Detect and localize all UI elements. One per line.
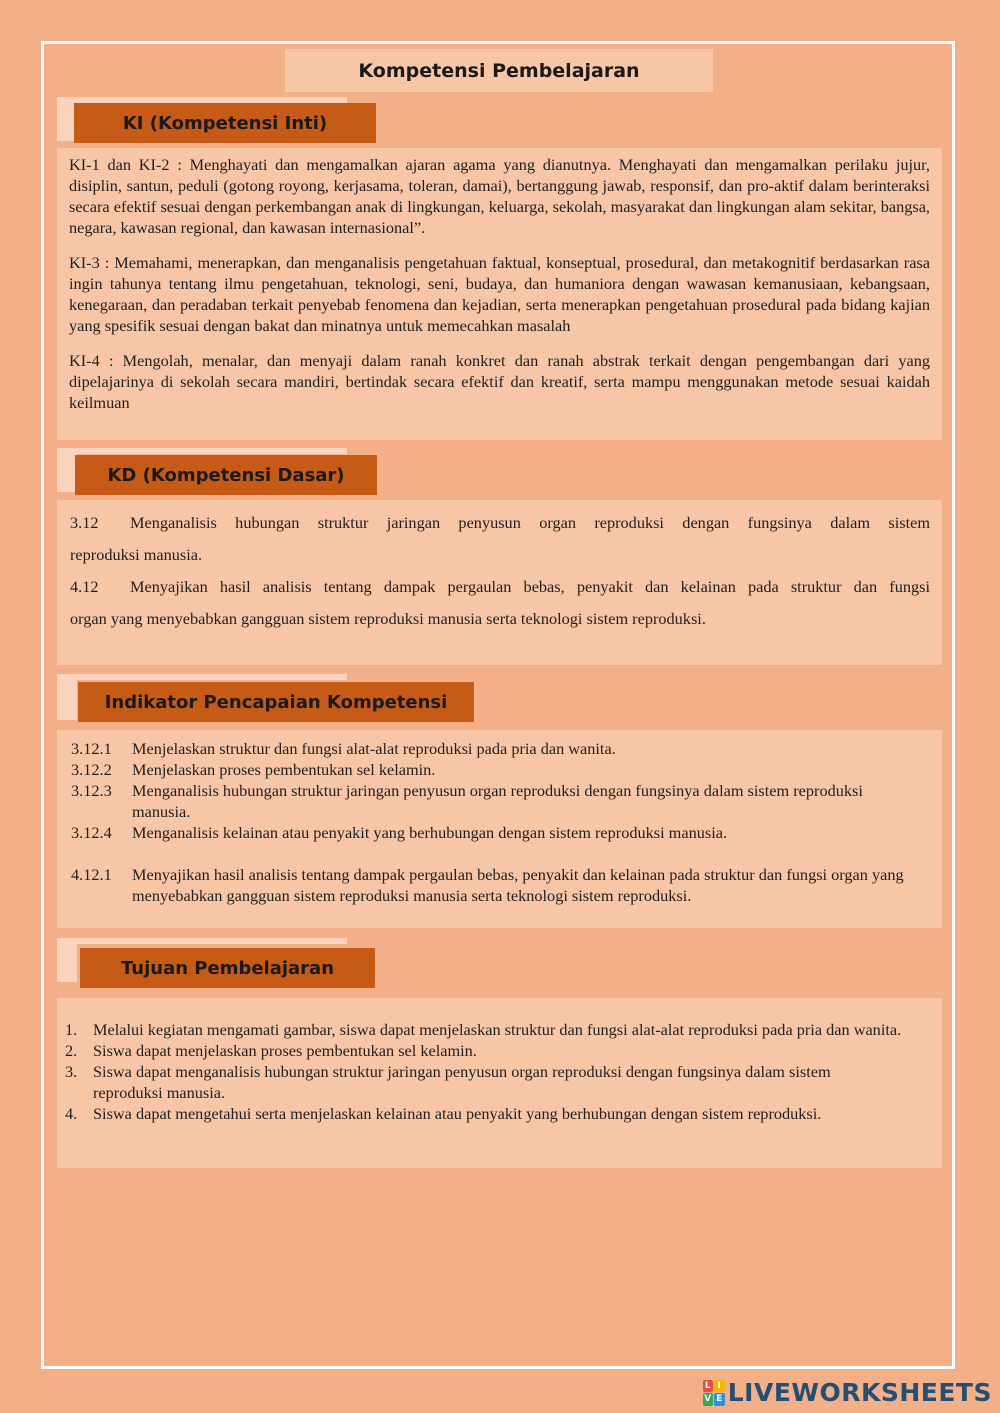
indikator-text: Menyajikan hasil analisis tentang dampak pergaulan bebas, penyakit dan kelainan pada struktur dan fungsi organ yang menyebabkan gangguan sistem reproduksi manusia serta teknologi sistem reproduksi. [132,865,904,905]
indikator-number: 3.12.1 [71,739,112,758]
kd-item-number: 3.12 [70,513,99,532]
tujuan-text: Siswa dapat menjelaskan proses pembentukan sel kelamin. [93,1041,477,1060]
tujuan-item [65,1040,922,1061]
indikator-text: Menganalisis kelainan atau penyakit yang berhubungan dengan sistem reproduksi manusia. [132,823,728,842]
kd-item [70,571,930,603]
tujuan-item [65,1061,922,1103]
ki-header: KI (Kompetensi Inti) [74,103,376,143]
kd-item [70,507,930,539]
indikator-item [71,759,922,780]
kd-box [57,500,942,665]
tujuan-number: 2. [65,1041,78,1060]
indikator-text: Menjelaskan struktur dan fungsi alat-alat reproduksi pada pria dan wanita. [132,739,616,758]
liveworksheets-logo-text: LIVEWORKSHEETS [727,1378,992,1407]
indikator-box [57,730,942,928]
tujuan-tab-left [57,938,77,982]
indikator-text: Menganalisis hubungan struktur jaringan penyusun organ reproduksi dengan fungsinya dalam sistem reproduksi manusia. [132,781,863,821]
indikator-header: Indikator Pencapaian Kompetensi [78,682,474,722]
indikator-text: Menjelaskan proses pembentukan sel kelamin. [132,760,436,779]
kd-item-cont: organ yang menyebabkan gangguan sistem reproduksi manusia serta teknologi sistem reproduksi. [70,609,706,628]
tujuan-number: 3. [65,1062,78,1081]
page-title: Kompetensi Pembelajaran [285,49,713,92]
liveworksheets-logo-icon: L I V E [704,1380,723,1404]
kd-item-text: Menganalisis hubungan struktur jaringan penyusun organ reproduksi dengan fungsinya dalam sistem [130,513,930,532]
tujuan-text: Melalui kegiatan mengamati gambar, siswa dapat menjelaskan struktur dan fungsi alat-alat reproduksi pada pria dan wanita. [93,1020,902,1039]
tujuan-box [57,998,942,1168]
liveworksheets-logo[interactable] [703,1378,992,1407]
ki-box [57,148,942,440]
tujuan-text: Siswa dapat menganalisis hubungan struktur jaringan penyusun organ reproduksi dengan fungsinya dalam sistem reproduksi manusia. [93,1062,831,1102]
indikator-number: 3.12.4 [71,823,112,842]
tujuan-item [65,1103,922,1124]
tujuan-tab-shadow [57,938,347,944]
indikator-item [71,864,922,906]
ki-paragraph-1: KI-1 dan KI-2 : Menghayati dan mengamalkan ajaran agama yang dianutnya. Menghayati dan mengamalkan perilaku jujur, disiplin, santun, peduli (gotong royong, kerjasama, toleran, damai), bertanggung jawab, responsif, dan pro-aktif dalam berinteraksi secara efektif sesuai dengan perkembangan anak di lingkungan, keluarga, sekolah, masyarakat dan lingkungan alam sekitar, bangsa, negara, kawasan regional, dan kawasan internasional”. [69,155,930,237]
indikator-number: 3.12.3 [71,781,112,800]
indikator-tab-shadow [57,674,347,680]
tujuan-number: 1. [65,1020,78,1039]
indikator-number: 3.12.2 [71,760,112,779]
indikator-item [71,738,922,759]
indikator-tab-left [57,674,77,720]
indikator-item [71,822,922,843]
ki-paragraph-3: KI-4 : Mengolah, menalar, dan menyaji dalam ranah konkret dan ranah abstrak terkait dengan pengembangan dari yang dipelajarinya di sekolah secara mandiri, bertindak secara efektif dan kreatif, serta mampu menggunakan metode sesuai kaidah keilmuan [69,351,930,412]
tujuan-number: 4. [65,1104,78,1123]
tujuan-item [65,1019,922,1040]
ki-paragraph-2: KI-3 : Memahami, menerapkan, dan menganalisis pengetahuan faktual, konseptual, prosedural, dan metakognitif berdasarkan rasa ingin tahunya tentang ilmu pengetahuan, teknologi, seni, budaya, dan humaniora dengan wawasan kemanusiaan, kebangsaan, kenegaraan, dan peradaban terkait penyebab fenomena dan kejadian, serta menerapkan pengetahuan prosedural pada bidang kajian yang spesifik sesuai dengan bakat dan minatnya untuk memecahkan masalah [69,253,930,335]
kd-header: KD (Kompetensi Dasar) [75,455,377,495]
indikator-item [71,780,922,822]
kd-tab-shadow [57,448,347,454]
tujuan-header: Tujuan Pembelajaran [80,948,375,988]
kd-tab-left [57,448,77,492]
kd-item-cont: reproduksi manusia. [70,545,203,564]
kd-item-text: Menyajikan hasil analisis tentang dampak pergaulan bebas, penyakit dan kelainan pada struktur dan fungsi [130,577,930,596]
indikator-number: 4.12.1 [71,865,112,884]
kd-item-number: 4.12 [70,577,99,596]
tujuan-text: Siswa dapat mengetahui serta menjelaskan kelainan atau penyakit yang berhubungan dengan sistem reproduksi. [93,1104,822,1123]
